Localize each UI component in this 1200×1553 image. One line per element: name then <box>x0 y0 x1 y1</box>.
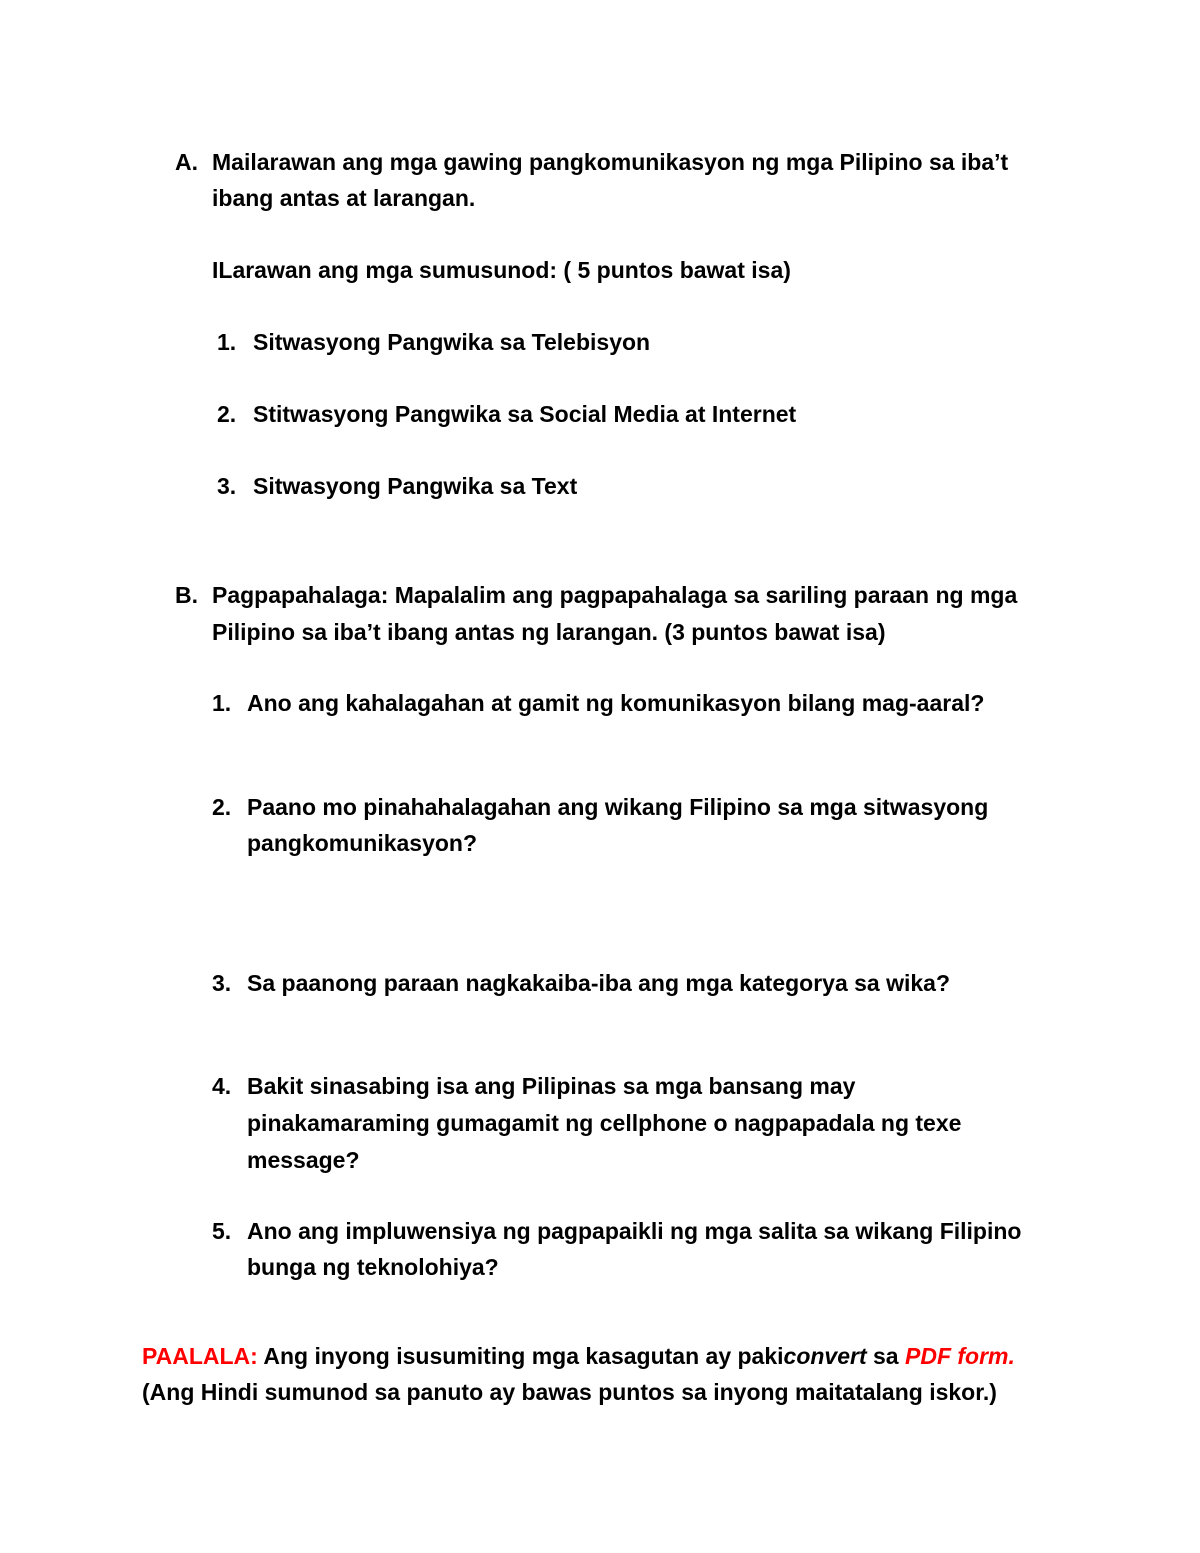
section-a-item-2: Stitwasyong Pangwika sa Social Media at Internet <box>253 401 797 427</box>
section-b-question-2-line2: pangkomunikasyon? <box>247 830 478 856</box>
section-b-question-2-line1: Paano mo pinahahalagahan ang wikang Filipino sa mga sitwasyong <box>247 794 989 820</box>
reminder-pdf-form: PDF form. <box>905 1343 1015 1369</box>
section-a-item-3-num: 3. <box>217 473 237 499</box>
reminder-line2: (Ang Hindi sumunod sa panuto ay bawas puntos sa inyong maitatalang iskor.) <box>142 1379 997 1405</box>
section-b-question-1-num: 1. <box>212 690 232 716</box>
reminder-label: PAALALA: <box>142 1343 258 1369</box>
section-a-item-1-num: 1. <box>217 329 237 355</box>
section-a-heading-line2: ibang antas at larangan. <box>212 185 476 211</box>
section-b-question-5-num: 5. <box>212 1218 232 1244</box>
section-a-label: A. <box>175 149 198 175</box>
section-a-instruction: ILarawan ang mga sumusunod: ( 5 puntos bawat isa) <box>212 257 791 283</box>
section-b-question-2-num: 2. <box>212 794 232 820</box>
section-a-heading-line1: Mailarawan ang mga gawing pangkomunikasyon ng mga Pilipino sa iba’t <box>212 149 1009 175</box>
reminder-text-b: sa <box>866 1343 905 1369</box>
section-a-item-2-num: 2. <box>217 401 237 427</box>
section-b-question-4-num: 4. <box>212 1073 232 1099</box>
reminder-text-italic: convert <box>783 1343 867 1369</box>
section-b-question-5-line1: Ano ang impluwensiya ng pagpapaikli ng mga salita sa wikang Filipino <box>247 1218 1022 1244</box>
section-b-question-3-num: 3. <box>212 970 232 996</box>
section-a-item-1: Sitwasyong Pangwika sa Telebisyon <box>253 329 651 355</box>
section-b-question-5-line2: bunga ng teknolohiya? <box>247 1254 499 1280</box>
reminder-line1 <box>142 1342 1015 1370</box>
section-b-heading-line2: Pilipino sa iba’t ibang antas ng larangan. (3 puntos bawat isa) <box>212 619 886 645</box>
reminder-text-a: Ang inyong isusumiting mga kasagutan ay paki <box>257 1343 784 1369</box>
section-b-label: B. <box>175 582 198 608</box>
section-a-item-3: Sitwasyong Pangwika sa Text <box>253 473 578 499</box>
section-b-question-4-line1: Bakit sinasabing isa ang Pilipinas sa mga bansang may <box>247 1073 856 1099</box>
section-b-question-4-line3: message? <box>247 1147 360 1173</box>
section-b-question-1: Ano ang kahalagahan at gamit ng komunikasyon bilang mag-aaral? <box>247 690 985 716</box>
section-b-heading-line1: Pagpapahalaga: Mapalalim ang pagpapahalaga sa sariling paraan ng mga <box>212 582 1018 608</box>
section-b-question-3: Sa paanong paraan nagkakaiba-iba ang mga kategorya sa wika? <box>247 970 951 996</box>
section-b-question-4-line2: pinakamaraming gumagamit ng cellphone o nagpapadala ng texe <box>247 1110 962 1136</box>
